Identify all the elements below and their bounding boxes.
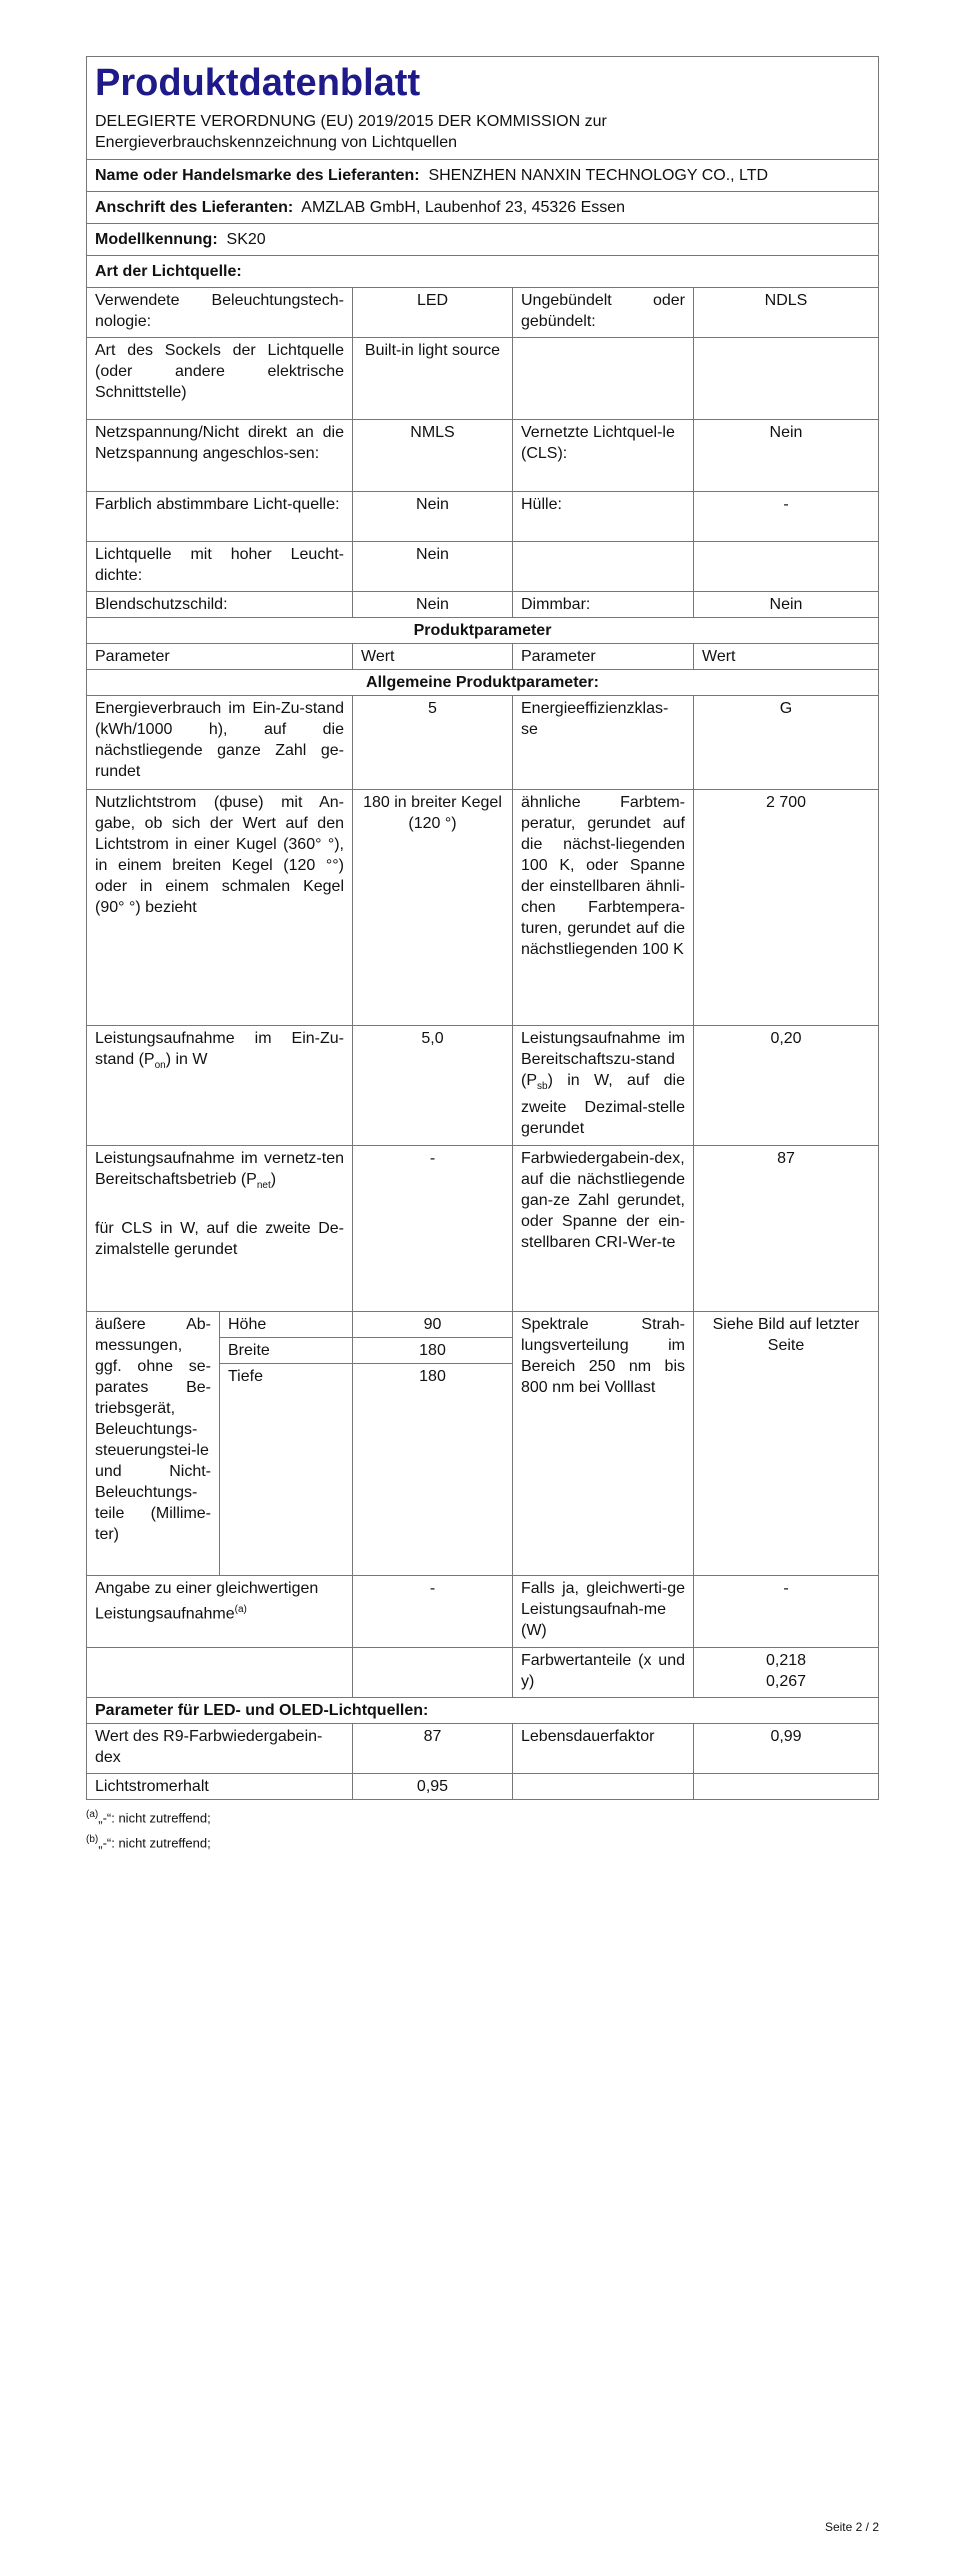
supplier-address-value: AMZLAB GmbH, Laubenhof 23, 45326 Essen — [301, 199, 626, 216]
empty-cell — [694, 542, 879, 592]
supplier-name-value: SHENZHEN NANXIN TECHNOLOGY CO., LTD — [428, 167, 769, 184]
chromaticity-x: 0,218 — [765, 1651, 807, 1669]
equivalent-power-w-label: Falls ja, gleichwerti-ge Leistungsaufnah-me (W) — [513, 1575, 694, 1647]
networked-standby-text: Leistungsaufnahme im vernetz-ten Bereitschaftsbetrieb (P — [95, 1150, 344, 1188]
bundled-label: Ungebündelt oder gebündelt: — [513, 288, 694, 338]
empty-cell — [513, 1773, 694, 1799]
technology-label: Verwendete Beleuchtungstech-nologie: — [87, 288, 353, 338]
on-mode-power-label — [87, 1026, 353, 1146]
footnote-b-text: „-“: nicht zutreffend; — [98, 1835, 211, 1851]
chromaticity-y: 0,267 — [765, 1672, 807, 1690]
energy-consumption-value: 5 — [353, 696, 513, 790]
standby-power-label — [513, 1026, 694, 1146]
supplier-name-row — [87, 160, 879, 192]
on-mode-subscript: on — [154, 1060, 166, 1072]
regulation-line-1: DELEGIERTE VERORDNUNG (EU) 2019/2015 DER KOMMISSION zur — [95, 113, 607, 130]
networked-standby-value: - — [353, 1146, 513, 1312]
equivalent-power-label — [87, 1575, 353, 1647]
empty-cell — [220, 1389, 353, 1575]
chromaticity-value — [694, 1647, 879, 1697]
luminous-flux-value: 180 in breiter Kegel (120 °) — [353, 790, 513, 1026]
page-number: Seite 2 / 2 — [824, 2520, 879, 2534]
r9-label: Wert des R9-Farbwiedergabein-dex — [87, 1723, 353, 1773]
on-mode-power-unit: ) in W — [165, 1051, 208, 1068]
luminous-flux-label: Nutzlichtstrom (фuse) mit An-gabe, ob sich der Wert auf den Lichtstrom in einer Kugel (360° °), in einem breiten Kegel (120 °°) oder in einem schmalen Kegel (90° °) bezieht — [87, 790, 353, 1026]
networked-standby-text-2: für CLS in W, auf die zweite De-zimalstelle gerundet — [95, 1220, 344, 1259]
depth-value: 180 — [353, 1364, 513, 1390]
model-row — [87, 224, 879, 256]
column-header-parameter: Parameter — [513, 644, 694, 670]
high-luminance-value: Nein — [353, 542, 513, 592]
standby-power-text: Leistungsaufnahme im Bereitschaftszu-stand (P — [521, 1030, 685, 1089]
dimmable-value: Nein — [694, 592, 879, 618]
lumen-maintenance-value: 0,95 — [353, 1773, 513, 1799]
height-value: 90 — [353, 1312, 513, 1338]
lightsource-type-heading: Art der Lichtquelle: — [87, 256, 879, 288]
colour-tunable-label: Farblich abstimmbare Licht-quelle: — [87, 492, 353, 542]
dimmable-label: Dimmbar: — [513, 592, 694, 618]
cct-value: 2 700 — [694, 790, 879, 1026]
model-value: SK20 — [226, 231, 266, 248]
led-parameters-heading: Parameter für LED- und OLED-Lichtquellen: — [87, 1697, 879, 1723]
empty-cell — [513, 542, 694, 592]
supplier-address-label: Anschrift des Lieferanten: — [95, 199, 294, 216]
mains-value: NMLS — [353, 420, 513, 492]
cls-label: Vernetzte Lichtquel-le (CLS): — [513, 420, 694, 492]
spectral-distribution-value: Siehe Bild auf letzter Seite — [694, 1312, 879, 1576]
energy-class-label: Energieeffizienzklas-se — [513, 696, 694, 790]
empty-cell — [353, 1647, 513, 1697]
empty-cell — [694, 338, 879, 420]
footnote-a-mark: (a) — [86, 1808, 99, 1820]
equivalent-power-text: Angabe zu einer gleichwertigen Leistungsaufnahme — [95, 1579, 319, 1622]
regulation-line-2: Energieverbrauchskennzeichnung von Lichtquellen — [95, 134, 458, 151]
empty-cell — [513, 338, 694, 420]
dimensions-label: äußere Ab-messungen, ggf. ohne se-parates Be-triebsgerät, Beleuchtungs-steuerungstei-le und Nicht-Beleuchtungs-teile (Millime-ter) — [87, 1312, 220, 1576]
cct-label: ähnliche Farbtem-peratur, gerundet auf die nächst-liegenden 100 K, oder Spanne der einstellbaren ähnli-chen Farbtempera-turen, gerundet auf die nächstliegenden 100 K — [513, 790, 694, 1026]
footnote-a-text: „-“: nicht zutreffend; — [98, 1809, 211, 1825]
width-value: 180 — [353, 1338, 513, 1364]
on-mode-power-text: Leistungsaufnahme im Ein-Zu-stand (P — [95, 1030, 344, 1068]
footnote-a — [86, 1804, 878, 1829]
column-header-value: Wert — [353, 644, 513, 670]
empty-cell — [353, 1389, 513, 1575]
model-label: Modellkennung: — [95, 231, 218, 248]
chromaticity-label: Farbwertanteile (x und y) — [513, 1647, 694, 1697]
height-label: Höhe — [220, 1312, 353, 1338]
high-luminance-label: Lichtquelle mit hoher Leucht-dichte: — [87, 542, 353, 592]
column-header-value: Wert — [694, 644, 879, 670]
technology-value: LED — [353, 288, 513, 338]
equivalent-power-w-value: - — [694, 1575, 879, 1647]
spectral-distribution-label: Spektrale Strah-lungsverteilung im Bereich 250 nm bis 800 nm bei Volllast — [513, 1312, 694, 1576]
bundled-value: NDLS — [694, 288, 879, 338]
footnote-b — [86, 1829, 878, 1854]
column-header-parameter: Parameter — [87, 644, 353, 670]
general-parameters-heading: Allgemeine Produktparameter: — [87, 670, 879, 696]
depth-label: Tiefe — [220, 1364, 353, 1390]
empty-cell — [694, 1773, 879, 1799]
product-parameters-heading: Produktparameter — [87, 618, 879, 644]
energy-consumption-label: Energieverbrauch im Ein-Zu-stand (kWh/1000 h), auf die nächstliegende ganze Zahl ge-rundet — [87, 696, 353, 790]
on-mode-power-value: 5,0 — [353, 1026, 513, 1146]
energy-class-value: G — [694, 696, 879, 790]
networked-subscript: net — [256, 1180, 271, 1192]
equivalent-power-value: - — [353, 1575, 513, 1647]
colour-tunable-value: Nein — [353, 492, 513, 542]
networked-standby-label — [87, 1146, 353, 1312]
footnote-mark-a: (a) — [234, 1603, 247, 1615]
datasheet-table — [86, 56, 879, 1800]
standby-power-unit: ) in W, auf die zweite Dezimal-stelle gerundet — [521, 1072, 685, 1138]
survival-factor-value: 0,99 — [694, 1723, 879, 1773]
width-label: Breite — [220, 1338, 353, 1364]
footnotes — [86, 1804, 878, 1855]
supplier-name-label: Name oder Handelsmarke des Lieferanten: — [95, 167, 420, 184]
standby-power-value: 0,20 — [694, 1026, 879, 1146]
lumen-maintenance-label: Lichtstromerhalt — [87, 1773, 353, 1799]
mains-label: Netzspannung/Nicht direkt an die Netzspannung angeschlos-sen: — [87, 420, 353, 492]
cri-value: 87 — [694, 1146, 879, 1312]
survival-factor-label: Lebensdauerfaktor — [513, 1723, 694, 1773]
socket-value: Built-in light source — [353, 338, 513, 420]
glare-shield-value: Nein — [353, 592, 513, 618]
socket-label: Art des Sockels der Lichtquelle (oder andere elektrische Schnittstelle) — [87, 338, 353, 420]
page-title: Produktdatenblatt — [87, 57, 879, 106]
cri-label: Farbwiedergabein-dex, auf die nächstliegende gan-ze Zahl gerundet, oder Spanne der ein-stellbaren CRI-Wer-te — [513, 1146, 694, 1312]
envelope-label: Hülle: — [513, 492, 694, 542]
cls-value: Nein — [694, 420, 879, 492]
networked-close: ) — [270, 1171, 277, 1188]
datasheet — [86, 56, 878, 1854]
regulation-subtitle — [87, 105, 879, 160]
supplier-address-row — [87, 192, 879, 224]
envelope-value: - — [694, 492, 879, 542]
glare-shield-label: Blendschutzschild: — [87, 592, 353, 618]
standby-subscript: sb — [537, 1081, 548, 1093]
empty-cell — [87, 1647, 353, 1697]
footnote-b-mark: (b) — [86, 1833, 99, 1845]
r9-value: 87 — [353, 1723, 513, 1773]
